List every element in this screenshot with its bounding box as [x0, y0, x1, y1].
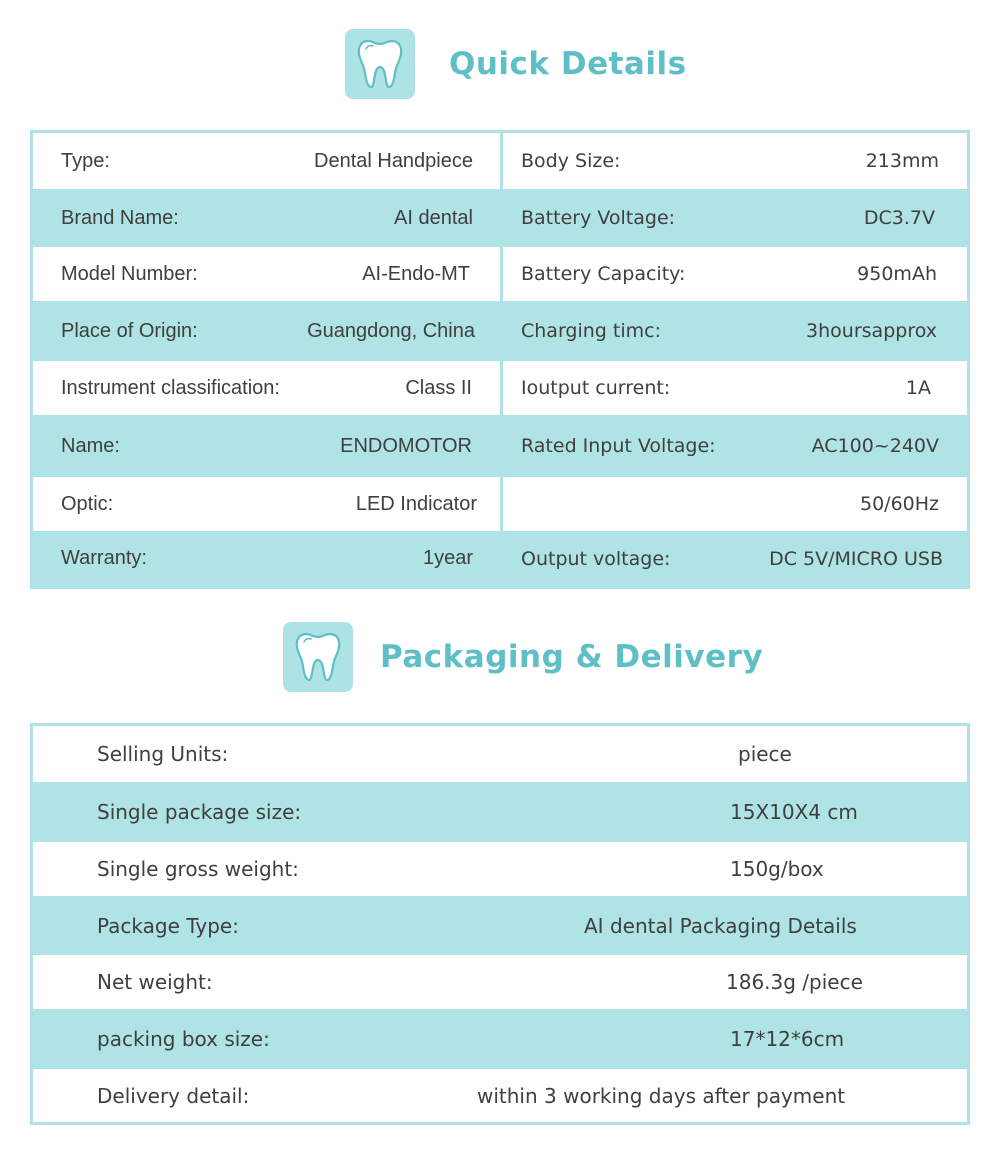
- package-value: piece: [738, 742, 792, 766]
- quick-details-title: Quick Details: [449, 46, 687, 82]
- spec-label: Name:: [61, 434, 120, 457]
- tooth-icon-box: [283, 622, 353, 692]
- spec-label: Type:: [61, 149, 110, 172]
- packaging-header: [0, 622, 1000, 694]
- package-label: Net weight:: [97, 970, 213, 994]
- table-row: [33, 896, 967, 955]
- spec-value: Class II: [405, 376, 472, 399]
- package-label: Single gross weight:: [97, 857, 299, 881]
- spec-label: Instrument classification:: [61, 376, 280, 399]
- spec-label: Body Size:: [521, 150, 621, 172]
- spec-value: LED Indicator: [355, 492, 477, 515]
- spec-label: Warranty:: [61, 547, 147, 569]
- spec-label: Output voltage:: [521, 547, 671, 570]
- package-value: 150g/box: [730, 857, 824, 881]
- package-value: within 3 working days after payment: [477, 1083, 846, 1108]
- spec-value: ENDOMOTOR: [340, 434, 472, 457]
- quick-details-table: [30, 130, 970, 589]
- package-value: 186.3g /piece: [726, 970, 863, 994]
- table-row: [33, 842, 967, 896]
- spec-label: Ioutput current:: [521, 377, 671, 399]
- tooth-icon-box: [345, 29, 415, 99]
- spec-value: AC100~240V: [811, 435, 939, 457]
- package-label: Selling Units:: [97, 742, 229, 766]
- spec-value: DC3.7V: [863, 207, 935, 229]
- spec-label: Rated Input Voltage:: [521, 435, 716, 457]
- packaging-table: [30, 723, 970, 1125]
- package-label: packing box size:: [97, 1027, 270, 1051]
- table-row: [33, 726, 967, 782]
- table-row: [33, 1009, 967, 1069]
- spec-label: Place of Origin:: [61, 319, 198, 342]
- spec-value: 950mAh: [857, 263, 937, 285]
- spec-label: Battery Voltage:: [521, 207, 676, 229]
- spec-label: Model Number:: [61, 262, 198, 285]
- packaging-title: Packaging & Delivery: [380, 639, 764, 675]
- spec-value: AI dental: [394, 206, 473, 229]
- spec-value: DC 5V/MICRO USB: [769, 547, 943, 570]
- column-divider: [500, 133, 503, 586]
- spec-value: 1A: [905, 377, 931, 399]
- package-label: Delivery detail:: [97, 1083, 250, 1108]
- table-row: [33, 1069, 967, 1122]
- spec-value: 1year: [422, 547, 473, 569]
- spec-value: 213mm: [865, 150, 939, 172]
- package-value: 15X10X4 cm: [730, 800, 858, 824]
- spec-value: 3hoursapprox: [806, 320, 937, 342]
- package-label: Single package size:: [97, 800, 302, 824]
- spec-label: Optic:: [61, 492, 114, 515]
- table-row: [33, 782, 967, 842]
- table-row: [33, 955, 967, 1009]
- spec-value: Guangdong, China: [307, 319, 475, 342]
- package-label: Package Type:: [97, 913, 239, 938]
- spec-label: Brand Name:: [61, 206, 179, 229]
- spec-label: Battery Capacity:: [521, 263, 686, 285]
- tooth-icon: [293, 630, 343, 684]
- spec-value: 50/60Hz: [859, 493, 939, 515]
- tooth-icon: [355, 37, 405, 91]
- spec-label: Charging timc:: [521, 320, 661, 342]
- package-value: AI dental Packaging Details: [584, 913, 857, 938]
- spec-value: AI-Endo-MT: [362, 262, 470, 285]
- spec-value: Dental Handpiece: [314, 149, 473, 172]
- package-value: 17*12*6cm: [730, 1027, 845, 1051]
- quick-details-header: [0, 29, 1000, 101]
